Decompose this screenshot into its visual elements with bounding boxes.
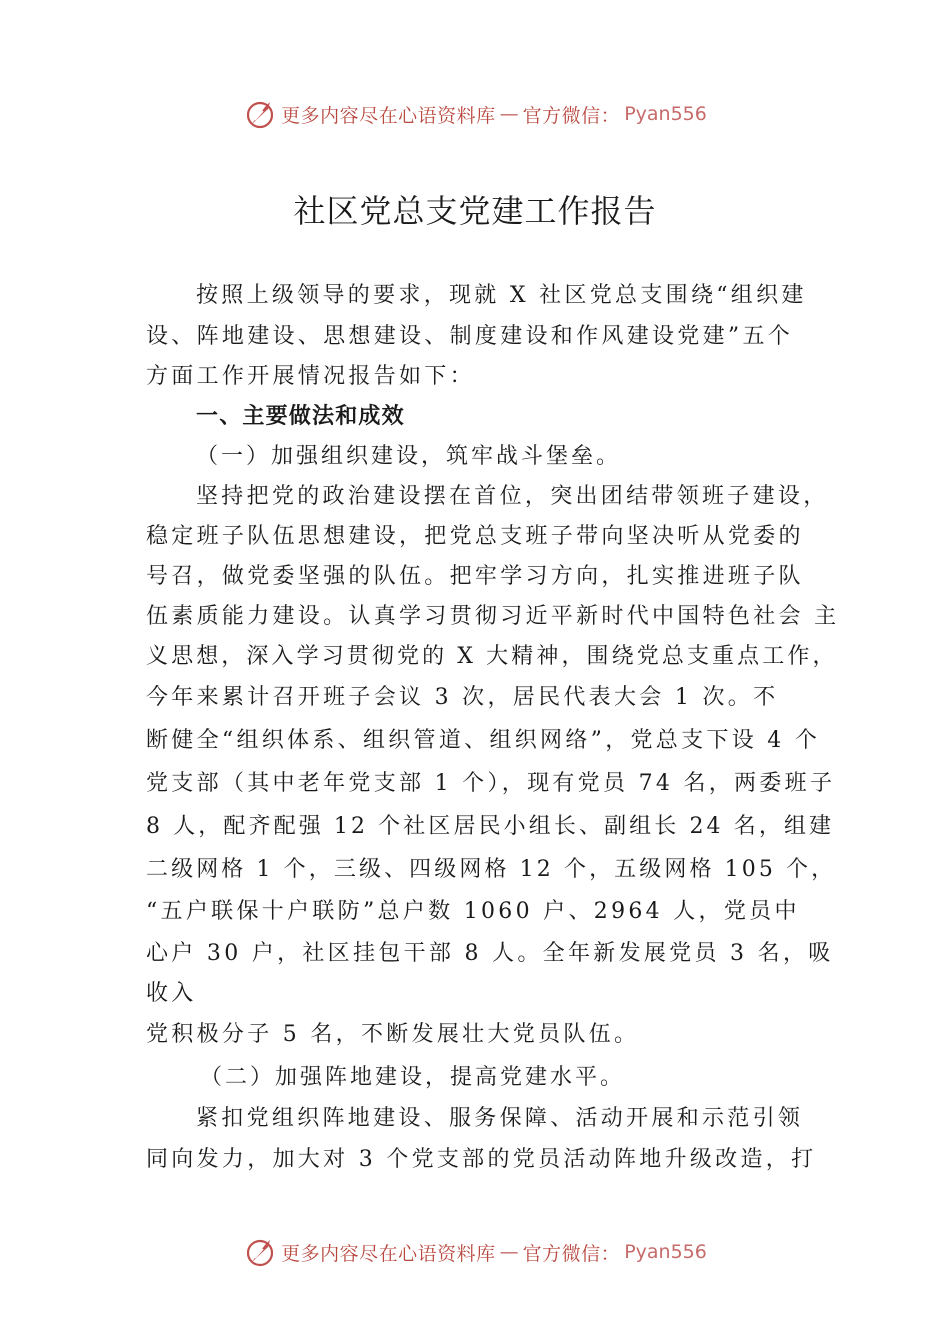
paragraph-line: 同向发力，加大对 3 个党支部的党员活动阵地升级改造，打 [146, 1147, 817, 1172]
paragraph-line: 号召，做党委坚强的队伍。把牢学习方向，扎实推进班子队 [146, 564, 804, 589]
watermark-banner-top [0, 94, 950, 134]
paragraph-line: 收入 [146, 981, 197, 1006]
watermark-wechat-id: Pyan556 [624, 1241, 707, 1263]
paragraph-line: 紧扣党组织阵地建设、服务保障、活动开展和示范引领 [196, 1106, 804, 1131]
watermark-wechat-id: Pyan556 [624, 103, 707, 125]
quill-logo-icon [243, 1235, 277, 1269]
paragraph-line: 稳定班子队伍思想建设，把党总支班子带向坚决听从党委的 [146, 524, 804, 549]
paragraph-line: 断健全“组织体系、组织管道、组织网络”，党总支下设 4 个 [146, 728, 821, 753]
watermark-dash: — [499, 103, 519, 125]
paragraph-line: 按照上级领导的要求，现就 X 社区党总支围绕“组织建 [196, 283, 807, 308]
subsection-heading: （二）加强阵地建设，提高党建水平。 [200, 1065, 626, 1090]
paragraph-line: 党支部（其中老年党支部 1 个），现有党员 74 名，两委班子 [146, 771, 836, 796]
paragraph-line: 今年来累计召开班子会议 3 次，居民代表大会 1 次。不 [146, 685, 779, 710]
watermark-main-text: 更多内容尽在心语资料库 [281, 1242, 496, 1265]
watermark-content [243, 1235, 707, 1269]
paragraph-line: 坚持把党的政治建设摆在首位，突出团结带领班子建设， [196, 484, 829, 509]
paragraph-line: “五户联保十户联防”总户数 1060 户、2964 人，党员中 [146, 899, 800, 924]
watermark-main-text: 更多内容尽在心语资料库 [281, 104, 496, 127]
watermark-dash: — [499, 1241, 519, 1263]
paragraph-line: 设、阵地建设、思想建设、制度建设和作风建设党建”五个 [146, 324, 794, 349]
paragraph-line: 心户 30 户，社区挂包干部 8 人。全年新发展党员 3 名，吸 [146, 941, 834, 966]
watermark-content [243, 97, 707, 131]
subsection-heading: （一）加强组织建设，筑牢战斗堡垒。 [196, 444, 622, 469]
paragraph-line: 党积极分子 5 名，不断发展壮大党员队伍。 [146, 1022, 640, 1047]
watermark-banner-bottom [0, 1232, 950, 1272]
paragraph-line: 伍素质能力建设。认真学习贯彻习近平新时代中国特色社会 主 [146, 604, 840, 629]
paragraph-line: 义思想，深入学习贯彻党的 X 大精神，围绕党总支重点工作， [146, 644, 838, 669]
quill-logo-icon [243, 97, 277, 131]
paragraph-line: 二级网格 1 个，三级、四级网格 12 个，五级网格 105 个， [146, 857, 837, 882]
watermark-wechat-label: 官方微信： [522, 1242, 621, 1265]
section-heading: 一、主要做法和成效 [196, 404, 405, 429]
paragraph-line: 方面工作开展情况报告如下： [146, 364, 475, 389]
watermark-wechat-label: 官方微信： [522, 104, 621, 127]
document-title: 社区党总支党建工作报告 [293, 192, 657, 230]
paragraph-line: 8 人，配齐配强 12 个社区居民小组长、副组长 24 名，组建 [146, 814, 835, 839]
